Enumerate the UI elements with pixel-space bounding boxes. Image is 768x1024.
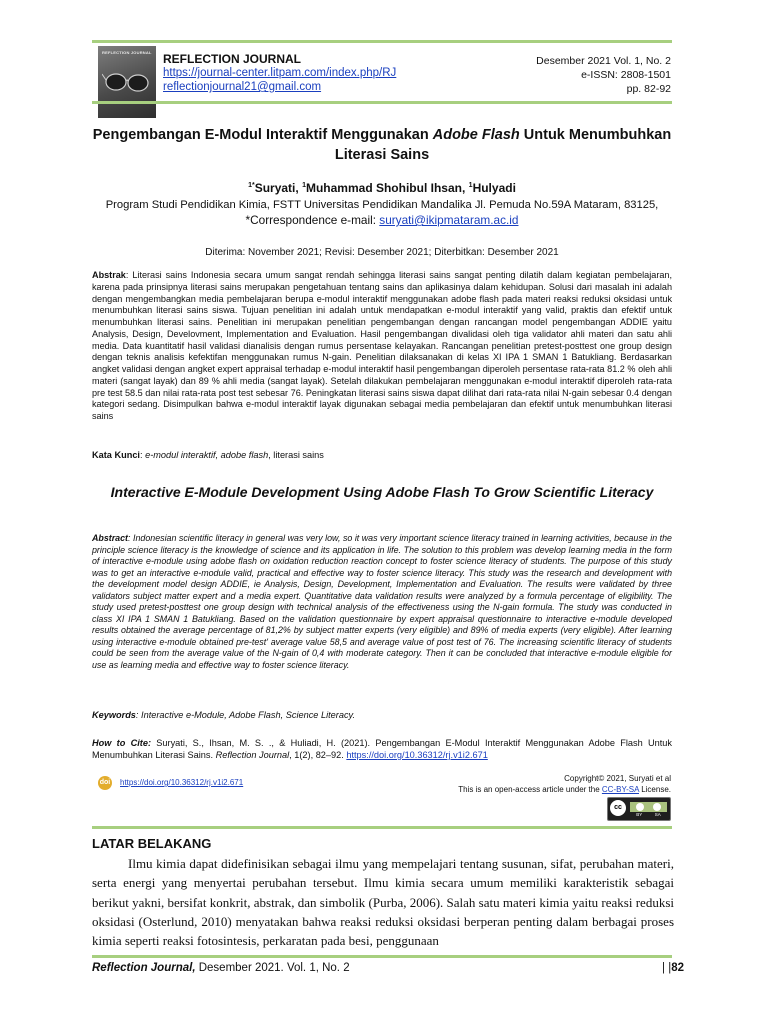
kata-kunci-sep: :: [140, 450, 146, 460]
license-text1: This is an open-access article under the: [458, 784, 602, 794]
cc-license-badge[interactable]: [607, 797, 671, 821]
journal-cover-image: [98, 46, 156, 118]
license-info: [458, 774, 671, 795]
kata-kunci-italic: e-modul interaktif, adobe flash: [145, 450, 269, 460]
abstract-en-paragraph: [92, 533, 672, 672]
how-to-cite-journal: Reflection Journal: [215, 750, 290, 760]
author2-sup: 1: [302, 182, 306, 189]
footer-issue: Desember 2021. Vol. 1, No. 2: [195, 962, 350, 974]
cc-by-sa-icons: [630, 802, 667, 812]
section-paragraph-text: Ilmu kimia dapat didefinisikan sebagai ilmu yang mempelajari tentang susunan, sifat, perubahan materi, serta energi yang menyertai perubahan tersebut. Ilmu kimia secara umum memiliki karakteristik sebagai berikut yakni, bersifat konkrit, abstrak, dan simbolik (Purba, 2006). Salah satu materi kimia yaitu reaksi reduksi oksidasi (Osterlund, 2010) menyatakan bahwa reaksi reduksi oksidasi berperan penting dalam berbagai proses kimia seperti reaksi fotosintesis, perkaratan pada besi, penggunaan: [92, 856, 674, 949]
cc-labels: [630, 812, 667, 818]
english-title: Interactive E-Module Development Using Adobe Flash To Grow Scientific Literacy: [110, 484, 654, 500]
section-paragraph: [92, 854, 674, 950]
section-rule: [92, 826, 672, 829]
author3: Hulyadi: [472, 181, 516, 195]
how-to-cite-text: Suryati, S., Ihsan, M. S. ., & Huliadi, H. (2021). Pengembangan E-Modul Interaktif Menggunakan Adobe Flash Untuk Menumbuhkan Literasi Sains.: [92, 738, 672, 760]
journal-name: REFLECTION JOURNAL: [163, 52, 301, 66]
paper-title: [92, 125, 672, 165]
header-bottom-rule: [92, 101, 672, 104]
doi-link[interactable]: https://doi.org/10.36312/rj.v1i2.671: [120, 778, 244, 788]
abstract-en-text: : Indonesian scientific literacy in general was very low, so it was very important science literacy trained in learning activities, because in the principle science literacy is the knowledge of science and its application in life. The solution to this problem was develop learning media in the form of interactive e-module using adobe flash on oxidation reduction reaction concept to foster science literacy of students. The purpose of this study was to get an interactive e-module valid, practical and effective way to foster science literacy. This study was the research and development with the development model design ADDIE, ie Analysis, Design, Development, Implementation and Evaluation. The results were validated by three validators subject matter expert and a media expert. Quantitative data validation results were analyzed by a formula percentage of eligibility. The study used pretest-posttest one group design with technical analysis of the effectiveness using the N-gain formula. The study was conducted in class XI IPA 1 SMAN 1 Batukliang. Based on the validation questionnaire by expert appraisal questionnaire to interactive e-module developed results obtained the average percentage of 81,2% by subject matter experts (very eligible) and 89% of media experts (very eligible). After learning using interactive e-module obtained pre-test' average value 58,5 and average value of post test of 76. The increasing scientific literacy of students could be seen from the average value of the N-gain of 0,4 with moderate category. Then it can be concluded that interactive e-module eligible for use as learning media and effective way to foster science literacy.: [92, 533, 672, 671]
eissn-label: e-ISSN: 2808-1501: [581, 69, 671, 81]
title-italic: Adobe Flash: [432, 127, 520, 143]
title-part2: Untuk Menumbuhkan Literasi Sains: [334, 127, 672, 163]
journal-url-link[interactable]: https://journal-center.litpam.com/index.php/RJ: [163, 67, 397, 79]
sa-share-icon: [653, 803, 661, 811]
footer-rule: [92, 955, 672, 958]
correspondence: [92, 213, 672, 227]
abstrak-label: Abstrak: [92, 270, 126, 280]
doi-icon: doi: [98, 776, 112, 790]
issue-info: [536, 54, 671, 96]
abstrak-text: : Literasi sains Indonesia secara umum sangat rendah sehingga literasi sains sangat penting dilatih dalam kegiatan pembelajaran, karena pada prinsipnya literasi sains merupakan pengetahuan tentang sains dan aplikasinya dalam kehidupan. Solusi dari masalah ini adalah dengan mengembangkan media pembelajaran berupa e-modul interaktif menggunakan adobe flash pada materi reaksi reduksi oksidasi untuk menumbuhkan literasi sains siswa. Tujuan penelitian ini adalah untuk mendapatkan e-modul interaktif yang valid, praktis dan efektif untuk menumbuhkan literasi sains. Penelitian ini merupakan penelitian pengembangan dengan rancangan model pengembangan ADDIE yaitu Analysis, Design, Develovment, Implementation and Evaluation. Hasil pengembangan divalidasi oleh tiga validator ahli materi dan satu ahli media. Data kuantitatif hasil validasi dianalisis dengan rumus persentase kelayakan. Rancangan penelitian pretest-posttest one group design dengan teknis analisis kefektifan menggunakan rumus N-gain. Penelitian dilaksanakan di kelas XI IPA 1 SMAN 1 Batukliang. Berdasarkan angket validasi dengan angket expert appraisal terhadap e-modul interaktif hasil pengembangan diperoleh persentase rata-rata 81.2 % oleh ahli materi (sangat layak) dan 89 % ahli media (sangat layak). Setelah dilakukan pembelajaran menggunakan e-modul interaktif diperoleh rata-rata pre test 58.5 dan nilai rata-rata post test sebesar 76. Peningkatan literasi sains siswa dapat dilihat dari rata-rata nilai N-gain sebesar 0.4 dengan kategori sedang. Disimpulkan bahwa e-modul interaktif layak digunakan sebagai media pembelajaran dan efektif untuk menumbuhkan literasi sains: [92, 270, 672, 421]
kata-kunci-label: Kata Kunci: [92, 450, 140, 460]
title-part1: Pengembangan E-Modul Interaktif Menggunakan: [92, 127, 433, 143]
issue-label: Desember 2021 Vol. 1, No. 2: [536, 55, 671, 67]
author3-sup: 1: [468, 182, 473, 189]
doi-row: [98, 776, 243, 790]
journal-email-link[interactable]: reflectionjournal21@gmail.com: [163, 81, 322, 93]
author1: Suryati,: [254, 181, 303, 195]
footer-journal: [92, 962, 350, 974]
kata-kunci-rest: , literasi sains: [268, 450, 324, 460]
cc-icon: cc: [610, 800, 626, 816]
how-to-cite-doi-link[interactable]: https://doi.org/10.36312/rj.v1i2.671: [346, 750, 488, 760]
page-number-value: 82: [671, 962, 684, 974]
page-separator: | |: [662, 962, 672, 974]
header-top-rule: [92, 40, 672, 43]
pages-label: pp. 82-92: [626, 83, 671, 95]
section-heading: LATAR BELAKANG: [92, 836, 212, 851]
page-number: [662, 962, 684, 974]
journal-header: [163, 52, 396, 94]
how-to-cite-label: How to Cite:: [92, 738, 152, 748]
kata-kunci: [92, 450, 672, 460]
keywords-en: [92, 710, 672, 720]
submission-dates: Diterima: November 2021; Revisi: Desember 2021; Diterbitkan: Desember 2021: [205, 247, 559, 258]
author1-sup: 1*: [248, 182, 255, 189]
keywords-en-label: Keywords: [92, 710, 136, 720]
cc-label-sa: SA: [654, 812, 661, 817]
affiliation: Program Studi Pendidikan Kimia, FSTT Universitas Pendidikan Mandalika Jl. Pemuda No.59A Mataram, 83125,: [105, 199, 659, 211]
correspondence-email-link[interactable]: suryati@ikipmataram.ac.id: [379, 213, 519, 227]
by-person-icon: [636, 803, 644, 811]
abstrak-paragraph: [92, 270, 672, 423]
glasses-icon: [102, 68, 152, 98]
how-to-cite: [92, 737, 672, 761]
copyright-text: Copyright© 2021, Suryati et al: [564, 774, 671, 783]
author-list: [92, 181, 672, 195]
footer-journal-name: Reflection Journal,: [92, 962, 196, 974]
cc-by-sa-link[interactable]: CC-BY-SA: [601, 784, 639, 794]
keywords-en-text: : Interactive e-Module, Adobe Flash, Science Literacy.: [135, 710, 355, 720]
license-text2: License.: [638, 784, 671, 794]
author2: Muhammad Shohibul Ihsan,: [305, 181, 469, 195]
cover-title: REFLECTION JOURNAL: [102, 50, 152, 55]
correspondence-label: *Correspondence e-mail:: [245, 213, 380, 227]
cc-label-by: BY: [636, 812, 643, 817]
abstract-en-label: Abstract: [92, 533, 129, 543]
how-to-cite-volume: , 1(2), 82–92.: [289, 750, 347, 760]
